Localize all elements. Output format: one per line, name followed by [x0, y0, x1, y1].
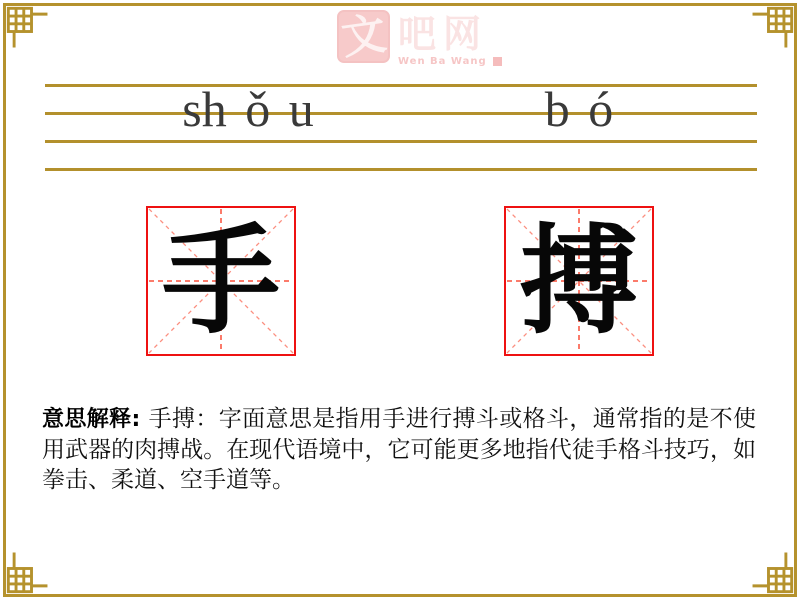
fret-corner-icon: [3, 539, 61, 597]
fret-corner-icon: [739, 3, 797, 61]
logo-seal-character: 文: [338, 7, 389, 65]
character-box-bo: [504, 206, 654, 356]
logo-brand-latin: [398, 56, 502, 67]
fret-corner-icon: [3, 3, 61, 61]
character-box-shou: [146, 206, 296, 356]
explanation-label: 意思解释:: [42, 407, 141, 432]
golden-frame: [3, 3, 797, 597]
logo-text-block: [398, 10, 502, 67]
logo-brand-characters: 吧网: [398, 12, 489, 56]
hanzi-shou: 手: [161, 211, 280, 350]
pinyin-grid-line-1: [45, 84, 757, 87]
explanation-body: 手搏：字面意思是指用手进行搏斗或格斗，通常指的是不使用武器的肉搏战。在现代语境中，它可能更多地指代徒手格斗技巧，如拳击、柔道、空手道等。: [42, 406, 756, 492]
site-watermark-logo: [337, 7, 502, 67]
meaning-explanation: [42, 404, 756, 495]
pinyin-syllable-shou: sh ǒ u: [182, 81, 314, 137]
pinyin-grid-line-4: [45, 168, 757, 171]
hanzi-bo: 搏: [519, 211, 638, 350]
logo-brand-latin-text: Wen Ba Wang: [398, 56, 487, 67]
pinyin-grid-line-3: [45, 140, 757, 143]
pinyin-grid-line-2: [45, 112, 757, 115]
pinyin-syllable-bo: b ó: [544, 81, 614, 137]
fret-corner-icon: [739, 539, 797, 597]
logo-square-icon: [493, 57, 502, 66]
logo-seal: [337, 7, 390, 65]
